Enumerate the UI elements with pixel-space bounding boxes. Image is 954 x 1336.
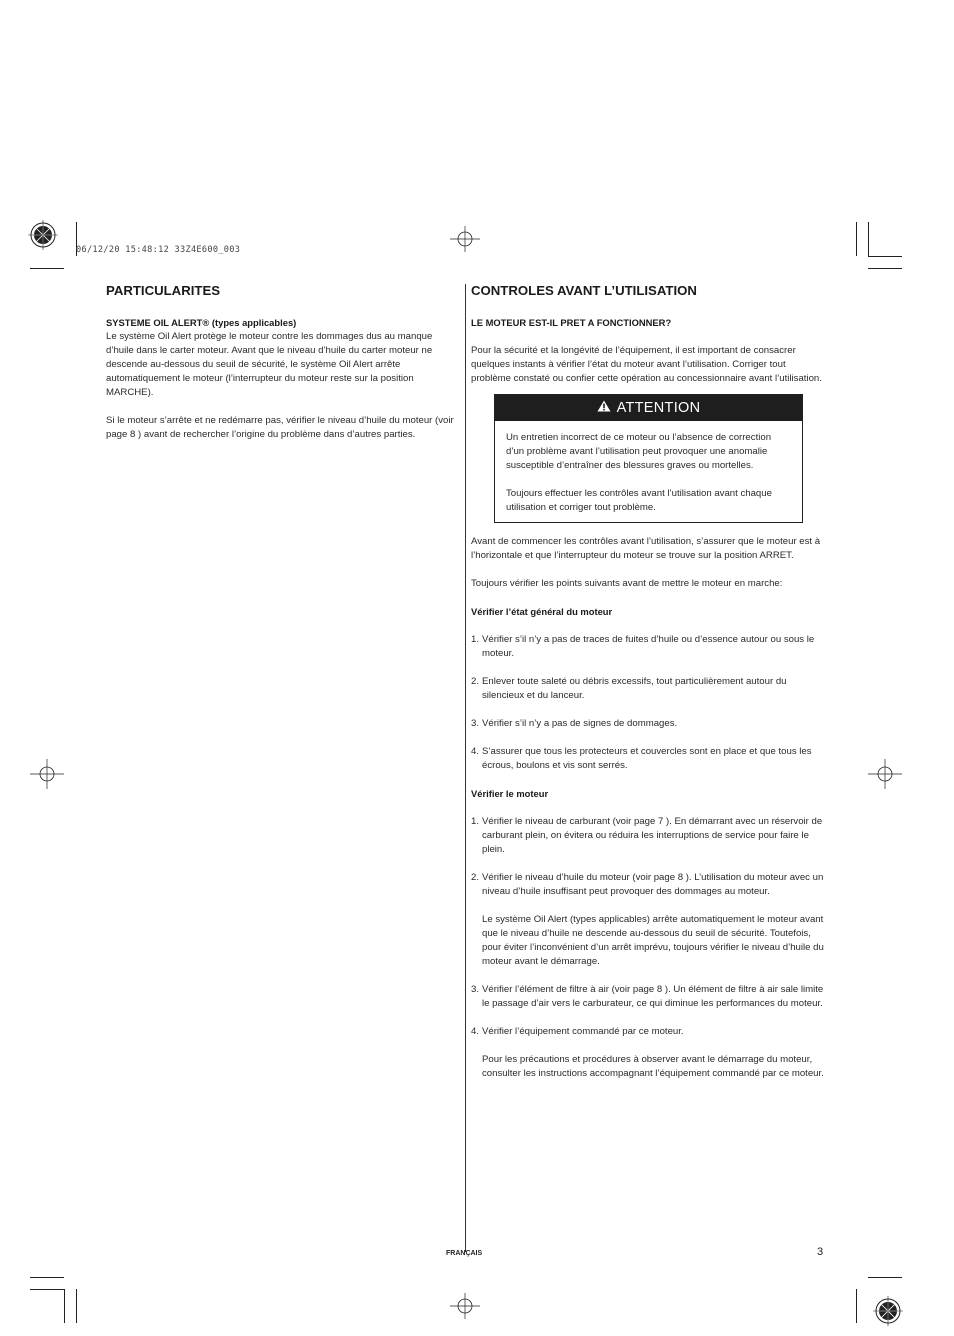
section-title-particularites: PARTICULARITES [106,283,221,298]
engine-check-heading: Vérifier le moteur [471,788,549,799]
intro-paragraph: Pour la sécurité et la longévité de l’équipement, il est important de consacrer quelques instants à vérifier l’état du moteur avant l’utilisation. Corriger tout problème constaté ou confier cette opération au concessionnaire avant l’utilisation. [471,345,822,384]
registration-crosshair-icon [868,759,902,789]
engine-ready-heading: LE MOTEUR EST-IL PRET A FONCTIONNER? [471,317,672,328]
always-check-paragraph: Toujours vérifier les points suivants avant de mettre le moteur en marche: [471,578,783,589]
print-stamp: 06/12/20 15:48:12 33Z4E600_003 [76,245,241,255]
oil-alert-heading: SYSTEME OIL ALERT® (types applicables) [106,317,297,328]
list-item: 4. Vérifier l’équipement commandé par ce moteur. Pour les précautions et procédures à observer avant le démarrage du moteur, consulter les instructions accompagnant l’équipement commandé par ce moteur. [471,1026,824,1079]
section-title-controles: CONTROLES AVANT L’UTILISATION [471,283,697,298]
oil-alert-paragraph: Le système Oil Alert protège le moteur contre les dommages dus au manque d’huile dans le carter moteur. Avant que le niveau d’huile du carter moteur ne descende au-dessous du seuil de sécurité, le système Oil Alert arrête automatiquement le moteur (l’interrupteur du moteur reste sur la position MARCHE). [106,331,433,398]
general-checks-list [471,633,825,773]
general-condition-heading: Vérifier l’état général du moteur [471,606,613,617]
before-checks-paragraph: Avant de commencer les contrôles avant l’utilisation, s’assurer que le moteur est à l’horizontale et que l’interrupteur du moteur se trouve sur la position ARRET. [471,536,821,561]
registration-crosshair-icon [30,759,64,789]
warning-text-1: Un entretien incorrect de ce moteur ou l’absence de correction d’un problème avant l’utilisation peut provoquer une anomalie susceptible d’entraîner des blessures graves ou mortelles. [506,432,772,471]
warning-label: ATTENTION [616,400,701,416]
right-column [471,282,825,1081]
list-item: 3. Vérifier l’élément de filtre à air (voir page 8 ). Un élément de filtre à air sale limite le passage d’air vers le carburateur, ce qui diminue les performances du moteur. [471,984,824,1009]
list-item: 1. Vérifier s’il n’y a pas de traces de fuites d’huile ou d’essence autour ou sous le moteur. [471,634,815,659]
warning-text-2: Toujours effectuer les contrôles avant l’utilisation avant chaque utilisation et corriger tout problème. [506,488,772,513]
page-number: 3 [817,1246,824,1258]
list-item: 4. S’assurer que tous les protecteurs et couvercles sont en place et que tous les écrous, boulons et vis sont serrés. [471,746,812,771]
list-item: 1. Vérifier le niveau de carburant (voir page 7 ). En démarrant avec un réservoir de carburant plein, on évitera ou réduira les interruptions de service pour faire le plein. [471,816,823,855]
registration-crosshair-icon [450,1293,480,1319]
engine-checks-list [471,815,825,1081]
list-item: 2. Enlever toute saleté ou débris excessifs, tout particulièrement autour du silencieux et du lanceur. [471,676,787,701]
oil-alert-restart-paragraph: Si le moteur s’arrête et ne redémarre pas, vérifier le niveau d’huile du moteur (voir page 8 ) avant de rechercher l’origine du problème dans d’autres parties. [106,415,454,440]
left-column [106,282,462,442]
column-divider [465,284,466,1252]
warning-triangle-icon [597,400,611,416]
registration-starburst-icon [873,1296,903,1326]
warning-header [495,395,802,421]
list-item: 2. Vérifier le niveau d’huile du moteur (voir page 8 ). L’utilisation du moteur avec un niveau d’huile insuffisant peut provoquer des dommages au moteur. Le système Oil Alert (types applicables) arrête automatiquement le moteur avant que le niveau d’huile ne descende au-dessous du seuil de sécurité. Toutefois, pour éviter l’inconvénient d’un arrêt imprévu, toujours vérifier le niveau d’huile du moteur avant le démarrage. [471,872,824,967]
list-item: 3. Vérifier s’il n’y a pas de signes de dommages. [471,718,678,729]
registration-crosshair-icon [450,226,480,252]
warning-box [494,394,803,523]
registration-starburst-icon [28,220,58,250]
footer-language: FRANÇAIS [446,1250,483,1257]
